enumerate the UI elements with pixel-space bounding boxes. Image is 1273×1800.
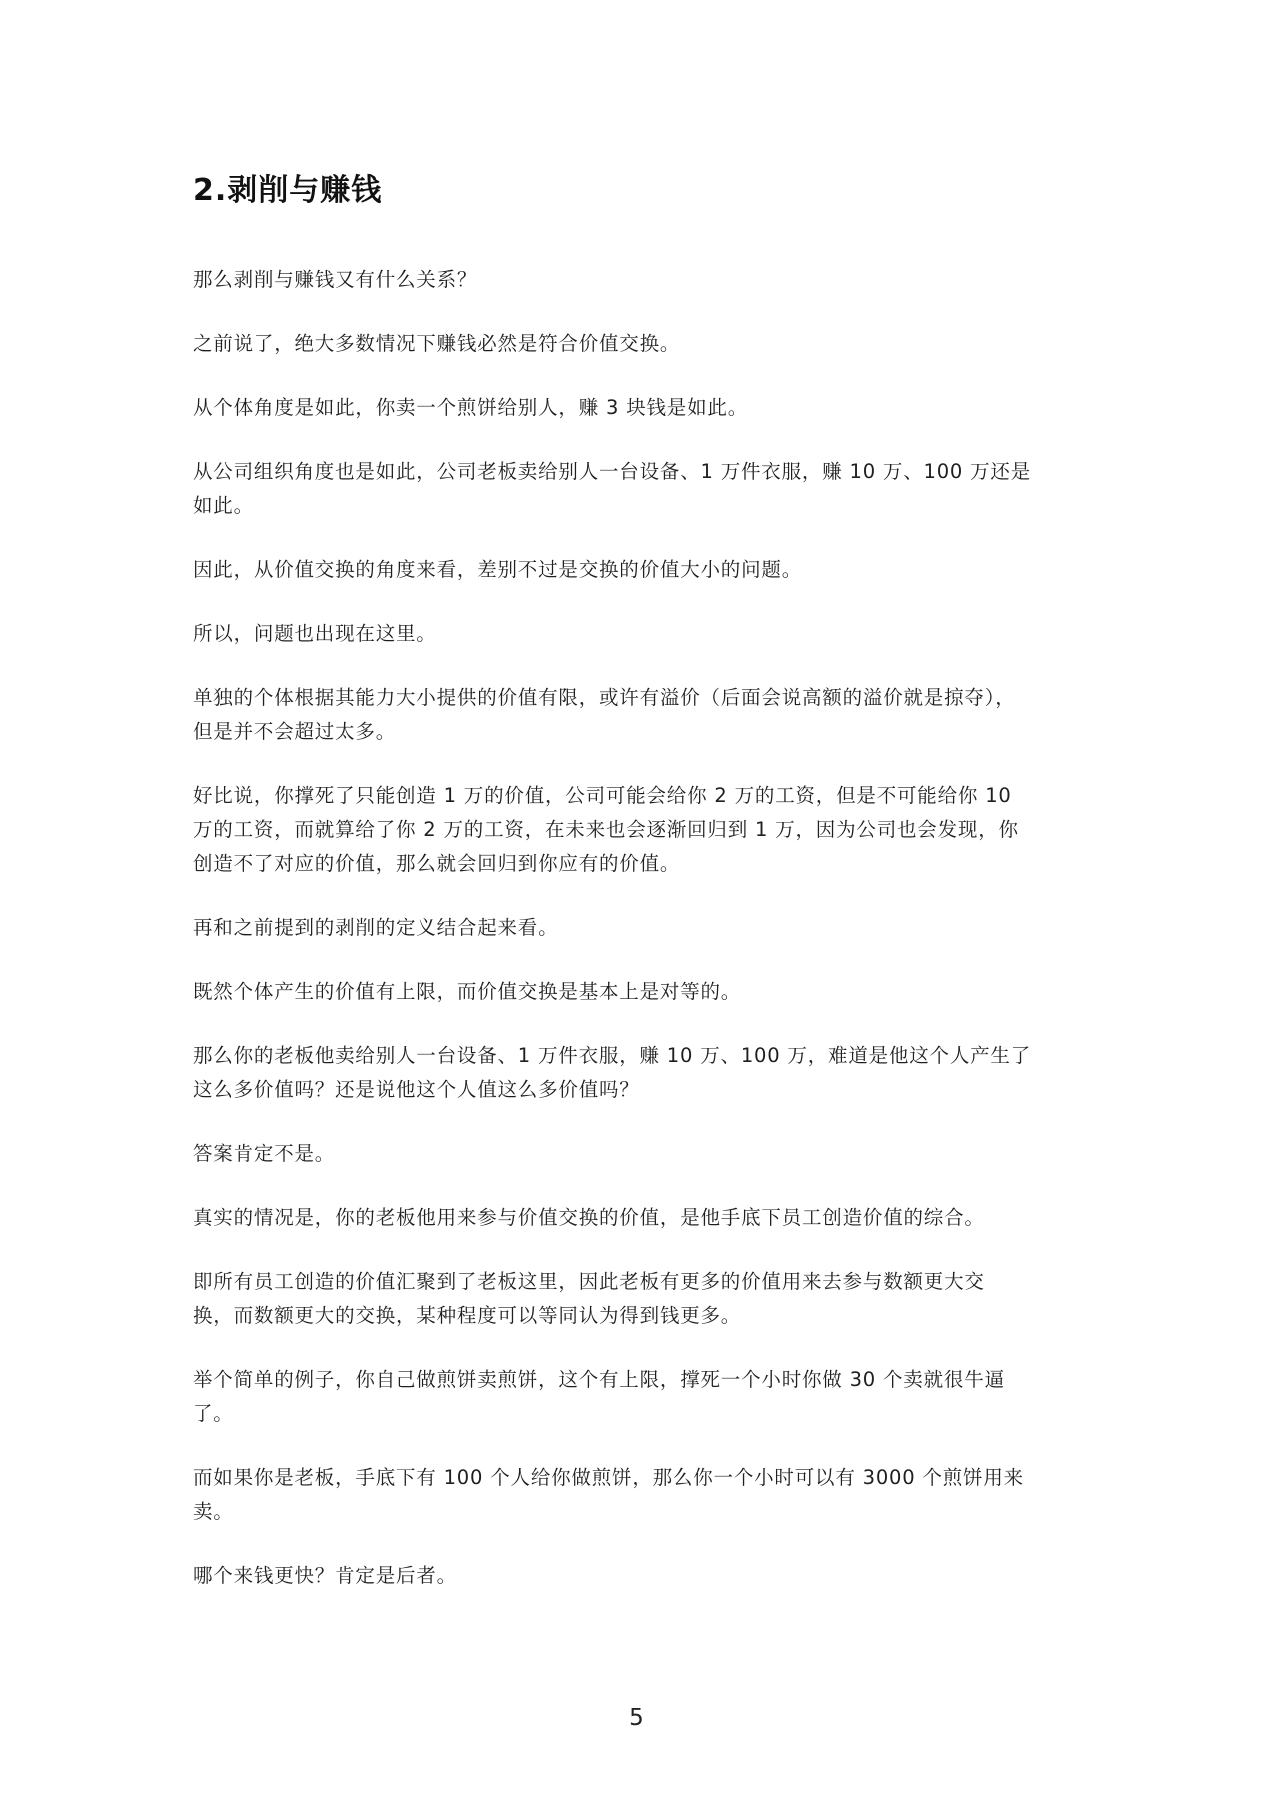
paragraph: 单独的个体根据其能力大小提供的价值有限，或许有溢价（后面会说高额的溢价就是掠夺）， 但是并不会超过太多。 bbox=[193, 686, 1016, 743]
paragraph: 既然个体产生的价值有上限，而价值交换是基本上是对等的。 bbox=[193, 980, 742, 1003]
paragraph: 从公司组织角度也是如此，公司老板卖给别人一台设备、1 万件衣服，赚 10 万、100 万还是 如此。 bbox=[193, 460, 1032, 517]
paragraph: 因此，从价值交换的角度来看，差别不过是交换的价值大小的问题。 bbox=[193, 558, 803, 581]
paragraph: 答案肯定不是。 bbox=[193, 1142, 336, 1165]
paragraph: 好比说，你撑死了只能创造 1 万的价值，公司可能会给你 2 万的工资，但是不可能给你 10 万的工资，而就算给了你 2 万的工资，在未来也会逐渐回归到 1 万，因为公司也会发现，你 创造不了对应的价值，那么就会回归到你应有的价值。 bbox=[193, 784, 1019, 875]
paragraph: 那么你的老板他卖给别人一台设备、1 万件衣服，赚 10 万、100 万，难道是他这个人产生了 这么多价值吗？还是说他这个人值这么多价值吗？ bbox=[193, 1044, 1032, 1101]
paragraph: 之前说了，绝大多数情况下赚钱必然是符合价值交换。 bbox=[193, 332, 681, 355]
paragraph: 举个简单的例子，你自己做煎饼卖煎饼，这个有上限，撑死一个小时你做 30 个卖就很牛逼 了。 bbox=[193, 1368, 1005, 1425]
paragraph: 而如果你是老板，手底下有 100 个人给你做煎饼，那么你一个小时可以有 3000 个煎饼用来 卖。 bbox=[193, 1466, 1024, 1523]
paragraph: 所以，问题也出现在这里。 bbox=[193, 622, 437, 645]
paragraph: 真实的情况是，你的老板他用来参与价值交换的价值，是他手底下员工创造价值的综合。 bbox=[193, 1206, 985, 1229]
paragraph: 从个体角度是如此，你卖一个煎饼给别人，赚 3 块钱是如此。 bbox=[193, 396, 749, 419]
page-number: 5 bbox=[629, 1705, 644, 1731]
paragraph: 即所有员工创造的价值汇聚到了老板这里，因此老板有更多的价值用来去参与数额更大交 换，而数额更大的交换，某种程度可以等同认为得到钱更多。 bbox=[193, 1270, 985, 1327]
paragraph: 再和之前提到的剥削的定义结合起来看。 bbox=[193, 916, 559, 939]
paragraph: 哪个来钱更快？肯定是后者。 bbox=[193, 1564, 457, 1587]
section-heading: 2.剥削与赚钱 bbox=[193, 173, 383, 208]
paragraph: 那么剥削与赚钱又有什么关系？ bbox=[193, 268, 478, 291]
body-text bbox=[193, 263, 1093, 1623]
